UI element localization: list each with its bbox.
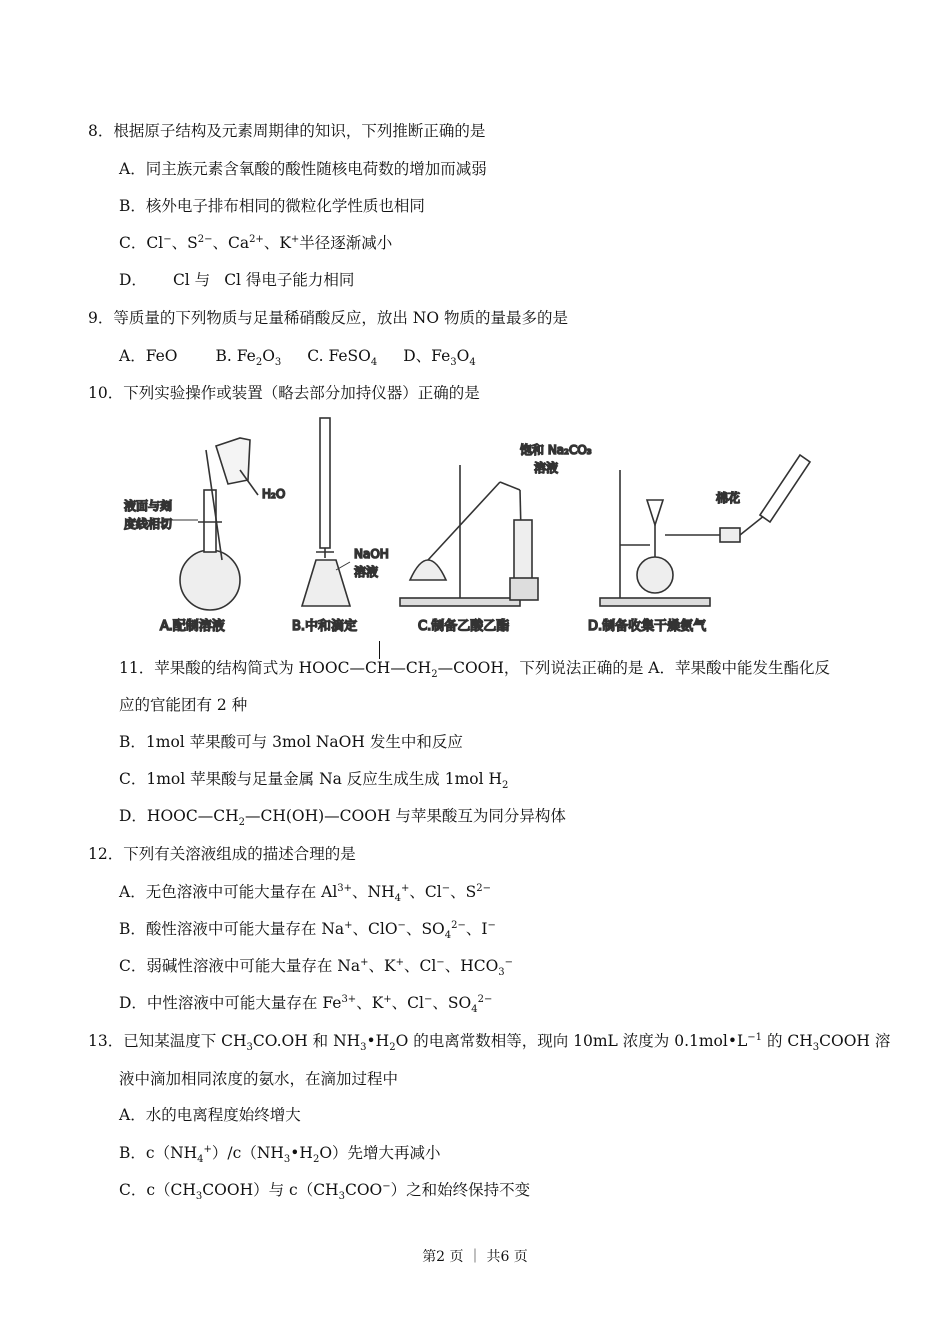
- text: C. FeSO: [307, 347, 371, 365]
- charge: −: [397, 919, 406, 931]
- text: 、I: [465, 920, 488, 938]
- subscript: 3: [195, 1191, 203, 1203]
- charge: 2−: [476, 882, 491, 894]
- q9-option-b: [215, 347, 282, 369]
- subscript: 3: [498, 967, 505, 979]
- text: 、HCO: [444, 957, 499, 975]
- subscript: 4: [394, 893, 401, 905]
- apparatus-drawing: [110, 410, 850, 642]
- text: C．Cl: [119, 234, 164, 252]
- q8-option-d: [119, 270, 354, 290]
- q8-option-c: [119, 233, 392, 253]
- text: D、Fe: [403, 347, 451, 365]
- q13-option-c: [119, 1180, 531, 1203]
- q11-line1: [119, 658, 830, 681]
- q9-stem: 9．等质量的下列物质与足量稀硝酸反应，放出 NO 物质的量最多的是: [88, 309, 568, 327]
- subscript: 3: [812, 1042, 820, 1054]
- q13-line2: 液中滴加相同浓度的氨水，在滴加过程中: [119, 1070, 399, 1088]
- charge: 3+: [341, 993, 357, 1005]
- charge: −: [163, 233, 172, 245]
- text: O）先增大再减小: [319, 1144, 441, 1162]
- text: —COOH，下列说法正确的是 A．苹果酸中能发生酯化反: [437, 659, 830, 677]
- subscript: 3: [246, 1042, 253, 1054]
- text: 、Cl: [409, 883, 442, 901]
- subscript: 2: [431, 669, 438, 681]
- charge: +: [290, 233, 300, 245]
- label-cotton: 棉花: [716, 491, 741, 505]
- label-na2co3-2: 溶液: [534, 461, 559, 475]
- label-water: H₂O: [262, 487, 286, 501]
- text: 的 CH: [762, 1032, 813, 1050]
- text: COO: [344, 1181, 383, 1199]
- caption-c: C.制备乙酸乙酯: [418, 619, 510, 634]
- text: Cl 得电子能力相同: [224, 271, 355, 289]
- q12-option-a: [119, 882, 491, 905]
- subscript: 3: [338, 1191, 345, 1203]
- subscript: 3: [283, 1154, 291, 1166]
- q11-option-b: B．1mol 苹果酸可与 3mol NaOH 发生中和反应: [119, 733, 463, 751]
- charge: 3+: [337, 882, 353, 894]
- text: 、Ca: [212, 234, 250, 252]
- subscript: 4: [197, 1154, 204, 1166]
- subscript: 3: [360, 1042, 367, 1054]
- subscript: 4: [469, 357, 476, 369]
- text: CO.OH 和 NH: [252, 1032, 361, 1050]
- charge: 2−: [477, 993, 493, 1005]
- label-level-2: 度线相切: [124, 517, 173, 531]
- ammonia-apparatus: [600, 455, 810, 606]
- text: 、NH: [352, 883, 395, 901]
- label-level-1: 液面与刻: [124, 499, 173, 513]
- charge: 2−: [197, 233, 213, 245]
- charge: 2+: [249, 233, 264, 245]
- text: 、K: [368, 957, 396, 975]
- charge: −: [441, 882, 451, 894]
- q11-option-d: [119, 806, 566, 829]
- q10-stem: 10．下列实验操作或装置（略去部分加持仪器）正确的是: [88, 384, 480, 402]
- text: C．弱碱性溶液中可能大量存在 Na: [119, 957, 361, 975]
- q11-option-c: [119, 769, 509, 792]
- subscript: 2: [238, 817, 245, 829]
- text: —CH(OH)—COOH 与苹果酸互为同分异构体: [244, 807, 566, 825]
- label-naoh-1: NaOH: [354, 547, 389, 561]
- charge: +: [360, 956, 369, 968]
- text: 、S: [450, 883, 477, 901]
- text: COOH）与 c（CH: [202, 1181, 339, 1199]
- text: 、Cl: [391, 994, 424, 1012]
- text: 、ClO: [352, 920, 398, 938]
- charge: +: [395, 956, 404, 968]
- subscript: 2: [312, 1154, 320, 1166]
- q13-line1: [88, 1031, 891, 1054]
- q9-option-a: A．FeO: [119, 347, 178, 365]
- text: O: [262, 347, 275, 365]
- text: COOH 溶: [819, 1032, 891, 1050]
- text: A．无色溶液中可能大量存在 Al: [119, 883, 338, 901]
- text: C．c（CH: [119, 1181, 196, 1199]
- charge: −: [424, 993, 433, 1005]
- text: 、K: [356, 994, 384, 1012]
- q11-line2: 应的官能团有 2 种: [119, 696, 248, 714]
- q13-option-b: [119, 1143, 441, 1166]
- subscript: 2: [389, 1042, 396, 1054]
- text: 半径逐渐减小: [299, 234, 393, 252]
- q9-options: [119, 346, 476, 369]
- charge: +: [203, 1143, 212, 1155]
- text: D．中性溶液中可能大量存在 Fe: [119, 994, 342, 1012]
- q12-option-b: [119, 919, 496, 942]
- charge: −: [487, 919, 496, 931]
- text: 13．已知某温度下 CH: [88, 1032, 247, 1050]
- superscript: −1: [747, 1031, 763, 1043]
- text: O: [456, 347, 470, 365]
- text: B. Fe: [215, 347, 256, 365]
- text: 、SO: [432, 994, 472, 1012]
- text: D．: [119, 271, 147, 289]
- caption-b: B.中和滴定: [292, 619, 358, 634]
- text: •H: [366, 1032, 390, 1050]
- subscript: 4: [370, 357, 378, 369]
- q8-option-a: A．同主族元素含氧酸的酸性随核电荷数的增加而减弱: [119, 160, 487, 178]
- text: 、Cl: [403, 957, 437, 975]
- q12-option-d: [119, 993, 493, 1016]
- text: B．酸性溶液中可能大量存在 Na: [119, 920, 345, 938]
- charge: +: [344, 919, 353, 931]
- subscript: 4: [471, 1004, 478, 1016]
- q9-option-d: [403, 347, 476, 369]
- charge: +: [401, 882, 410, 894]
- structure-bond-mark: [379, 641, 380, 659]
- subscript: 3: [274, 357, 282, 369]
- q9-option-c: [307, 347, 378, 369]
- q8-stem: 8．根据原子结构及元素周期律的知识，下列推断正确的是: [88, 122, 486, 140]
- subscript: 2: [255, 357, 263, 369]
- label-na2co3-1: 饱和 Na₂CO₃: [520, 443, 592, 457]
- q13-option-a: A．水的电离程度始终增大: [119, 1106, 301, 1124]
- text: O 的电离常数相等，现向 10mL 浓度为 0.1mol•L: [395, 1032, 748, 1050]
- charge: −: [504, 956, 514, 968]
- text: 11．苹果酸的结构简式为 HOOC—CH—CH: [119, 659, 432, 677]
- text: B．c（NH: [119, 1144, 198, 1162]
- text: ）/c（NH: [211, 1144, 284, 1162]
- q8-option-b: B．核外电子排布相同的微粒化学性质也相同: [119, 197, 425, 215]
- caption-d: D.制备收集干燥氨气: [588, 619, 707, 634]
- charge: 2−: [451, 919, 466, 931]
- text: 、K: [263, 234, 291, 252]
- apparatus-figure: [110, 410, 850, 642]
- text: C．1mol 苹果酸与足量金属 Na 反应生成生成 1mol H: [119, 770, 503, 788]
- text: Cl 与: [172, 271, 211, 289]
- caption-a: A.配制溶液: [160, 619, 225, 634]
- text: •H: [290, 1144, 313, 1162]
- charge: +: [383, 993, 392, 1005]
- volumetric-flask: [164, 438, 258, 610]
- subscript: 4: [444, 930, 452, 942]
- q12-option-c: [119, 956, 514, 979]
- page-footer: 第2 页 ｜ 共6 页: [422, 1249, 528, 1265]
- label-naoh-2: 溶液: [354, 565, 379, 579]
- subscript: 2: [502, 780, 509, 792]
- burette-flask: [302, 418, 350, 606]
- text: D．HOOC—CH: [119, 807, 239, 825]
- charge: −: [436, 956, 445, 968]
- q12-stem: 12．下列有关溶液组成的描述合理的是: [88, 845, 356, 863]
- text: 、SO: [405, 920, 445, 938]
- text: ）之和始终保持不变: [390, 1181, 531, 1199]
- charge: −: [382, 1180, 391, 1192]
- subscript: 3: [450, 357, 457, 369]
- ester-apparatus: [400, 465, 538, 606]
- text: 、S: [171, 234, 198, 252]
